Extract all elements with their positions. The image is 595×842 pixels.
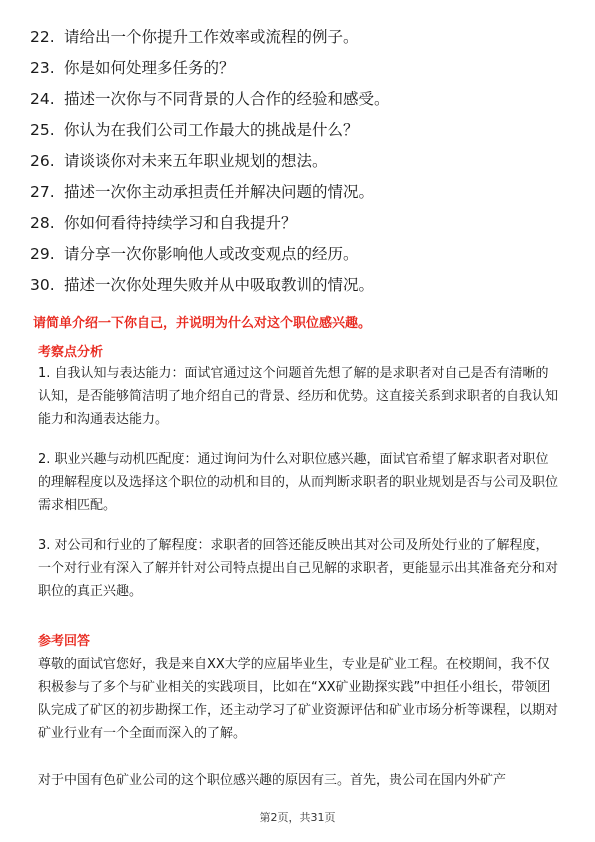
question-number: 22. xyxy=(30,28,55,46)
answer-paragraph: 对于中国有色矿业公司的这个职位感兴趣的原因有三。首先，贵公司在国内外矿产 xyxy=(38,773,507,788)
question-number: 24. xyxy=(30,90,55,108)
analysis-heading: 考察点分析 xyxy=(38,345,104,360)
question-number: 27. xyxy=(30,183,55,201)
question-list xyxy=(30,22,570,301)
list-item xyxy=(30,22,570,53)
page-footer: 第2页，共31页 xyxy=(259,811,336,824)
question-number: 28. xyxy=(30,214,55,232)
question-text: 描述一次你处理失败并从中吸取教训的情况。 xyxy=(64,276,375,294)
question-text: 你认为在我们公司工作最大的挑战是什么？ xyxy=(64,121,359,139)
question-number: 23. xyxy=(30,59,55,77)
list-item xyxy=(30,177,570,208)
list-item xyxy=(30,146,570,177)
list-item xyxy=(30,239,570,270)
question-number: 25. xyxy=(30,121,55,139)
question-text: 描述一次你与不同背景的人合作的经验和感受。 xyxy=(64,90,390,108)
analysis-point: 2. 职业兴趣与动机匹配度：通过询问为什么对职位感兴趣，面试官希望了解求职者对职位的理解程度以及选择这个职位的动机和目的，从而判断求职者的职业规划是否与公司及职位需求相匹配。 xyxy=(38,452,559,513)
list-item xyxy=(30,270,570,301)
question-title: 请简单介绍一下你自己，并说明为什么对这个职位感兴趣。 xyxy=(33,316,372,331)
list-item xyxy=(30,115,570,146)
question-text: 你是如何处理多任务的？ xyxy=(64,59,235,77)
question-text: 你如何看待持续学习和自我提升？ xyxy=(64,214,297,232)
question-text: 请分享一次你影响他人或改变观点的经历。 xyxy=(64,245,359,263)
question-number: 26. xyxy=(30,152,55,170)
analysis-point: 3. 对公司和行业的了解程度：求职者的回答还能反映出其对公司及所处行业的了解程度，一个对行业有深入了解并针对公司特点提出自己见解的求职者，更能显示出其准备充分和对职位的真正兴趣。 xyxy=(38,538,559,599)
question-number: 30. xyxy=(30,276,55,294)
question-number: 29. xyxy=(30,245,55,263)
question-text: 描述一次你主动承担责任并解决问题的情况。 xyxy=(64,183,375,201)
list-item xyxy=(30,84,570,115)
answer-heading: 参考回答 xyxy=(38,634,91,649)
answer-paragraph: 尊敬的面试官您好，我是来自XX大学的应届毕业生，专业是矿业工程。在校期间，我不仅积极参与了多个与矿业相关的实践项目，比如在“XX矿业勘探实践”中担任小组长，带领团队完成了矿区的初步勘探工作，还主动学习了矿业资源评估和矿业市场分析等课程，以期对矿业行业有一个全面而深入的了解。 xyxy=(38,657,559,741)
analysis-point: 1. 自我认知与表达能力：面试官通过这个问题首先想了解的是求职者对自己是否有清晰的认知，是否能够简洁明了地介绍自己的背景、经历和优势。这直接关系到求职者的自我认知能力和沟通表达能力。 xyxy=(38,366,559,427)
question-text: 请谈谈你对未来五年职业规划的想法。 xyxy=(64,152,328,170)
list-item xyxy=(30,208,570,239)
question-text: 请给出一个你提升工作效率或流程的例子。 xyxy=(64,28,359,46)
list-item xyxy=(30,53,570,84)
